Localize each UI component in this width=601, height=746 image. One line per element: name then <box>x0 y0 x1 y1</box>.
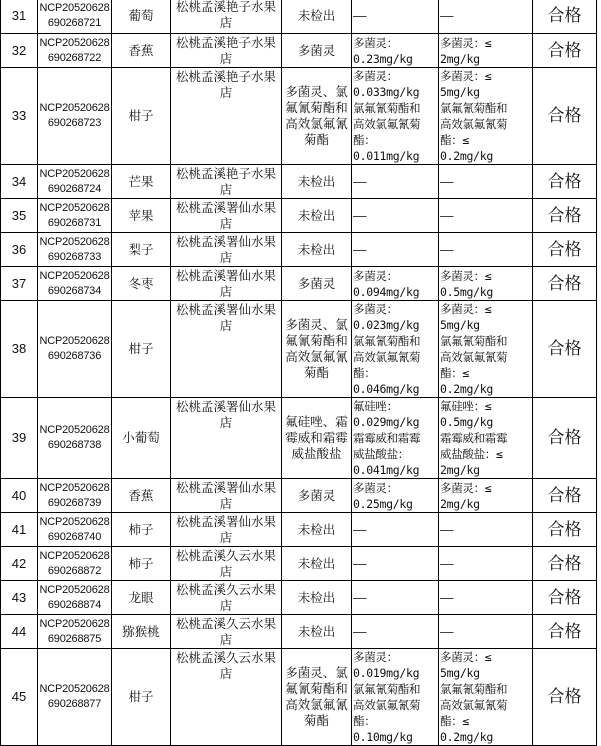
sample-id: NCP20520628 690268877 <box>38 649 112 746</box>
detected-value: 多菌灵： 0.019mg/kg 氯氟氰菊酯和 高效氯氟氰菊 酯： 0.10mg/kg <box>352 649 439 746</box>
table-row <box>1 581 597 615</box>
table-row <box>1 547 597 581</box>
detected-items: 未检出 <box>282 615 352 649</box>
store-name: 松桃孟溪署仙水果 店 <box>171 233 282 267</box>
detected-items: 氟硅唑、霜 霉威和霜霉 威盐酸盐 <box>282 398 352 479</box>
detected-value: —— <box>352 0 439 34</box>
product-name: 柑子 <box>112 68 171 165</box>
row-number: 34 <box>1 165 38 199</box>
result-verdict: 合格 <box>533 615 597 649</box>
store-name: 松桃孟溪署仙水果 店 <box>171 479 282 513</box>
product-name: 猕猴桃 <box>112 615 171 649</box>
row-number: 32 <box>1 34 38 68</box>
standard-limit: 多菌灵：≤ 5mg/kg 氯氟氰菊酯和 高效氯氟氰菊 酯：≤ 0.2mg/kg <box>439 301 533 398</box>
store-name: 松桃孟溪署仙水果 店 <box>171 301 282 398</box>
standard-limit: 多菌灵：≤ 5mg/kg 氯氟氰菊酯和 高效氯氟氰菊 酯：≤ 0.2mg/kg <box>439 649 533 746</box>
product-name: 苹果 <box>112 199 171 233</box>
table-row <box>1 649 597 746</box>
detected-items: 多菌灵 <box>282 267 352 301</box>
result-verdict: 合格 <box>533 267 597 301</box>
product-name: 小葡萄 <box>112 398 171 479</box>
detected-value: 多菌灵： 0.023mg/kg 氯氟氰菊酯和 高效氯氟氰菊 酯： 0.046mg/kg <box>352 301 439 398</box>
detected-value: 多菌灵： 0.033mg/kg 氯氟氰菊酯和 高效氯氟氰菊 酯： 0.011mg/kg <box>352 68 439 165</box>
result-verdict: 合格 <box>533 513 597 547</box>
store-name: 松桃孟溪署仙水果 店 <box>171 513 282 547</box>
table-row <box>1 479 597 513</box>
table-row <box>1 615 597 649</box>
standard-limit: 氟硅唑：≤ 0.5mg/kg 霜霉威和霜霉 威盐酸盐：≤ 2mg/kg <box>439 398 533 479</box>
sample-id: NCP20520628 690268731 <box>38 199 112 233</box>
detected-items: 未检出 <box>282 199 352 233</box>
sample-id: NCP20520628 690268736 <box>38 301 112 398</box>
row-number: 39 <box>1 398 38 479</box>
detected-items: 多菌灵、氯 氟氰菊酯和 高效氯氟氰 菊酯 <box>282 649 352 746</box>
detected-value: —— <box>352 547 439 581</box>
table-row <box>1 199 597 233</box>
product-name: 芒果 <box>112 165 171 199</box>
detected-items: 多菌灵 <box>282 479 352 513</box>
product-name: 柑子 <box>112 649 171 746</box>
product-name: 香蕉 <box>112 479 171 513</box>
standard-limit: 多菌灵：≤ 5mg/kg 氯氟氰菊酯和 高效氯氟氰菊 酯：≤ 0.2mg/kg <box>439 68 533 165</box>
row-number: 41 <box>1 513 38 547</box>
detected-items: 未检出 <box>282 165 352 199</box>
standard-limit: 多菌灵：≤ 0.5mg/kg <box>439 267 533 301</box>
store-name: 松桃孟溪久云水果 店 <box>171 649 282 746</box>
product-name: 葡萄 <box>112 0 171 34</box>
sample-id: NCP20520628 690268721 <box>38 0 112 34</box>
detected-value: —— <box>352 513 439 547</box>
standard-limit: —— <box>439 547 533 581</box>
table-row <box>1 267 597 301</box>
detected-items: 未检出 <box>282 233 352 267</box>
standard-limit: —— <box>439 0 533 34</box>
detected-items: 未检出 <box>282 547 352 581</box>
row-number: 44 <box>1 615 38 649</box>
product-name: 龙眼 <box>112 581 171 615</box>
product-name: 柿子 <box>112 513 171 547</box>
sample-id: NCP20520628 690268734 <box>38 267 112 301</box>
result-verdict: 合格 <box>533 479 597 513</box>
detected-value: 多菌灵： 0.23mg/kg <box>352 34 439 68</box>
standard-limit: 多菌灵：≤ 2mg/kg <box>439 34 533 68</box>
sample-id: NCP20520628 690268875 <box>38 615 112 649</box>
row-number: 31 <box>1 0 38 34</box>
result-verdict: 合格 <box>533 649 597 746</box>
store-name: 松桃孟溪艳子水果 店 <box>171 68 282 165</box>
standard-limit: —— <box>439 581 533 615</box>
product-name: 香蕉 <box>112 34 171 68</box>
table-row <box>1 398 597 479</box>
detected-value: —— <box>352 581 439 615</box>
store-name: 松桃孟溪艳子水果 店 <box>171 34 282 68</box>
standard-limit: —— <box>439 615 533 649</box>
result-verdict: 合格 <box>533 301 597 398</box>
row-number: 38 <box>1 301 38 398</box>
row-number: 35 <box>1 199 38 233</box>
standard-limit: —— <box>439 165 533 199</box>
detected-items: 多菌灵 <box>282 34 352 68</box>
table-row <box>1 301 597 398</box>
store-name: 松桃孟溪署仙水果 店 <box>171 199 282 233</box>
detected-items: 多菌灵、氯 氟氰菊酯和 高效氯氟氰 菊酯 <box>282 301 352 398</box>
product-name: 柿子 <box>112 547 171 581</box>
row-number: 45 <box>1 649 38 746</box>
standard-limit: 多菌灵：≤ 2mg/kg <box>439 479 533 513</box>
table-row <box>1 233 597 267</box>
row-number: 37 <box>1 267 38 301</box>
result-verdict: 合格 <box>533 199 597 233</box>
standard-limit: —— <box>439 513 533 547</box>
store-name: 松桃孟溪署仙水果 店 <box>171 267 282 301</box>
sample-id: NCP20520628 690268738 <box>38 398 112 479</box>
product-name: 冬枣 <box>112 267 171 301</box>
store-name: 松桃孟溪艳子水果 店 <box>171 0 282 34</box>
standard-limit: —— <box>439 199 533 233</box>
sample-id: NCP20520628 690268722 <box>38 34 112 68</box>
row-number: 42 <box>1 547 38 581</box>
result-verdict: 合格 <box>533 581 597 615</box>
detected-items: 未检出 <box>282 513 352 547</box>
row-number: 33 <box>1 68 38 165</box>
sample-id: NCP20520628 690268733 <box>38 233 112 267</box>
result-verdict: 合格 <box>533 0 597 34</box>
result-verdict: 合格 <box>533 398 597 479</box>
table-row <box>1 34 597 68</box>
detected-value: —— <box>352 615 439 649</box>
sample-id: NCP20520628 690268874 <box>38 581 112 615</box>
detected-value: 氟硅唑： 0.029mg/kg 霜霉威和霜霉 威盐酸盐： 0.041mg/kg <box>352 398 439 479</box>
detected-items: 未检出 <box>282 581 352 615</box>
detected-value: 多菌灵： 0.25mg/kg <box>352 479 439 513</box>
table-row <box>1 68 597 165</box>
table-row <box>1 0 597 34</box>
row-number: 40 <box>1 479 38 513</box>
detected-value: —— <box>352 233 439 267</box>
detected-value: —— <box>352 165 439 199</box>
sample-id: NCP20520628 690268872 <box>38 547 112 581</box>
sample-id: NCP20520628 690268723 <box>38 68 112 165</box>
row-number: 36 <box>1 233 38 267</box>
product-name: 梨子 <box>112 233 171 267</box>
store-name: 松桃孟溪久云水果 店 <box>171 581 282 615</box>
table-row <box>1 165 597 199</box>
store-name: 松桃孟溪艳子水果 店 <box>171 165 282 199</box>
sample-id: NCP20520628 690268739 <box>38 479 112 513</box>
product-name: 柑子 <box>112 301 171 398</box>
standard-limit: —— <box>439 233 533 267</box>
result-verdict: 合格 <box>533 547 597 581</box>
result-verdict: 合格 <box>533 68 597 165</box>
sample-id: NCP20520628 690268724 <box>38 165 112 199</box>
result-verdict: 合格 <box>533 165 597 199</box>
detected-value: —— <box>352 199 439 233</box>
result-verdict: 合格 <box>533 233 597 267</box>
table-row <box>1 513 597 547</box>
sample-id: NCP20520628 690268740 <box>38 513 112 547</box>
detected-items: 多菌灵、氯 氟氰菊酯和 高效氯氟氰 菊酯 <box>282 68 352 165</box>
row-number: 43 <box>1 581 38 615</box>
store-name: 松桃孟溪久云水果 店 <box>171 547 282 581</box>
store-name: 松桃孟溪署仙水果 店 <box>171 398 282 479</box>
detected-items: 未检出 <box>282 0 352 34</box>
result-verdict: 合格 <box>533 34 597 68</box>
detected-value: 多菌灵： 0.094mg/kg <box>352 267 439 301</box>
store-name: 松桃孟溪久云水果 店 <box>171 615 282 649</box>
